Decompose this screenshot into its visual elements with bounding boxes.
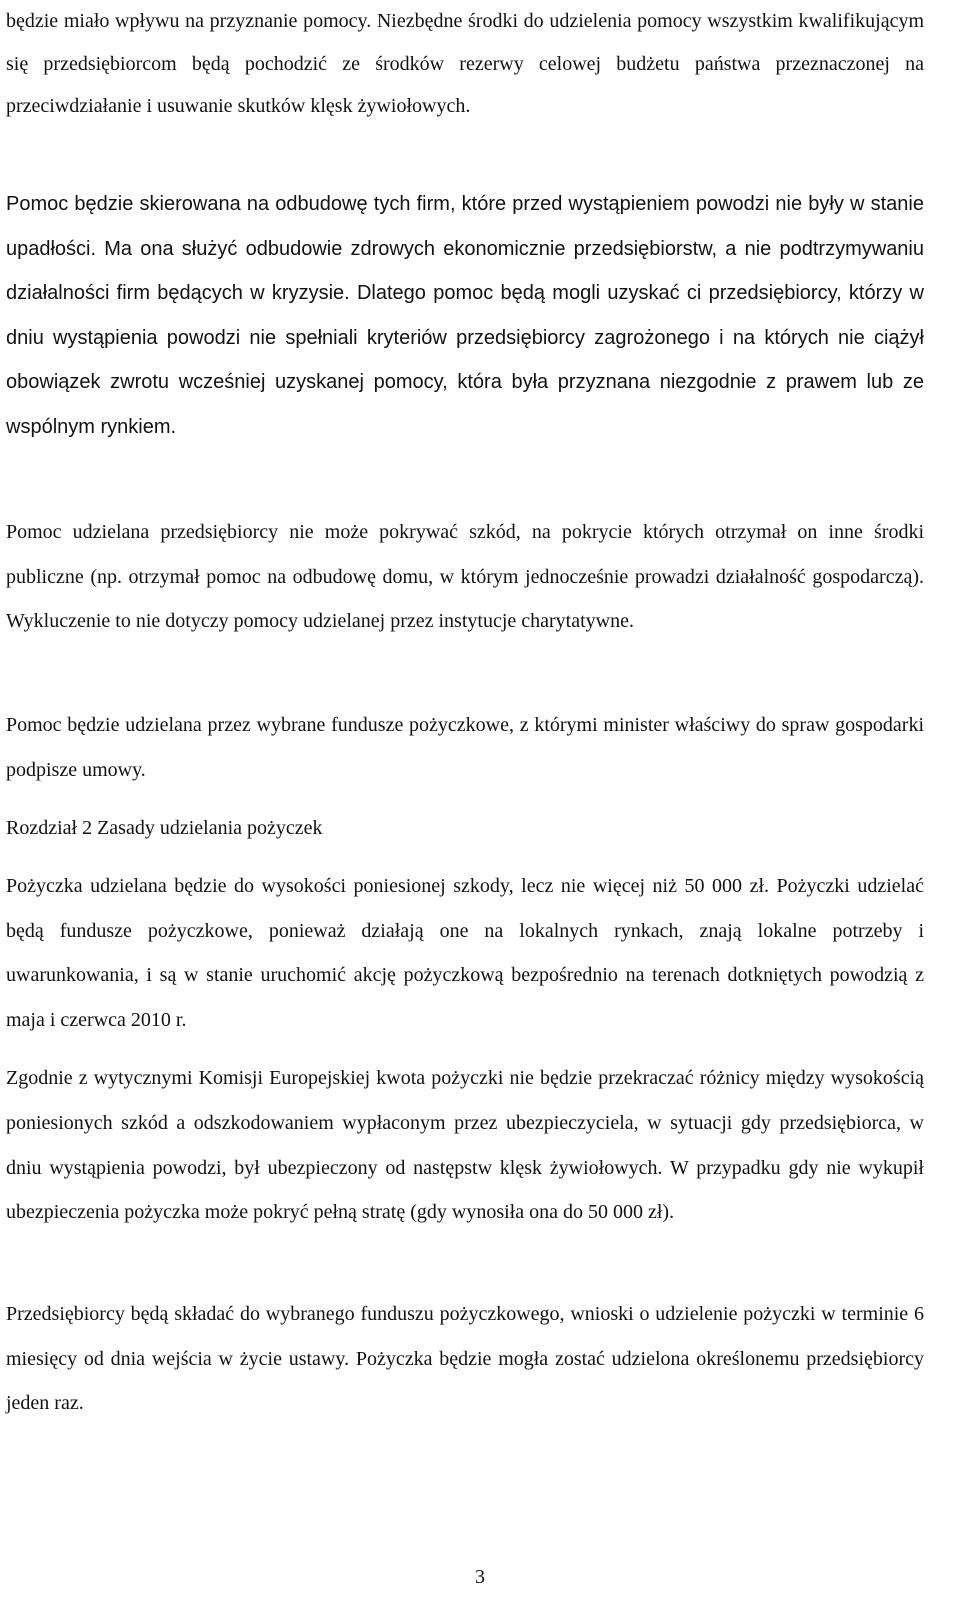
paragraph-loan-amount: Pożyczka udzielana będzie do wysokości poniesionej szkody, lecz nie więcej niż 50 000 zł. Pożyczki udzielać będą fundusze pożyczkowe, ponieważ działają one na lokalnych rynkach, znają lokalne potrzeby i uwarunkowania, i są w stanie uruchomić akcję pożyczkową bezpośrednio na terenach dotkniętych powodzią z maja i czerwca 2010 r. [6,875,924,1031]
paragraph-loan-limit: Zgodnie z wytycznymi Komisji Europejskiej kwota pożyczki nie będzie przekraczać różnicy między wysokością poniesionych szkód a odszkodowaniem wypłaconym przez ubezpieczyciela, w sytuacji gdy przedsiębiorca, w dniu wystąpienia powodzi, był ubezpieczony od następstw klęsk żywiołowych. W przypadku gdy nie wykupił ubezpieczenia pożyczka może pokryć pełną stratę (gdy wynosiła ona do 50 000 zł). [6,1067,924,1224]
paragraph-funding-source: będzie miało wpływu na przyznanie pomocy. Niezbędne środki do udzielenia pomocy wszystkim kwalifikującym się przedsiębiorcom będą pochodzić ze środków rezerwy celowej budżetu państwa przeznaczonej na przeciwdziałanie i usuwanie skutków klęsk żywiołowych. [6,10,924,117]
page-number: 3 [475,1566,485,1588]
paragraph-loan-funds: Pomoc będzie udzielana przez wybrane fundusze pożyczkowe, z którymi minister właściwy do spraw gospodarki podpisze umowy. [6,714,924,781]
paragraph-aid-eligibility: Pomoc będzie skierowana na odbudowę tych firm, które przed wystąpieniem powodzi nie były w stanie upadłości. Ma ona służyć odbudowie zdrowych ekonomicznie przedsiębiorstw, a nie podtrzymywaniu działalności firm będących w kryzysie. Dlatego pomoc będą mogli uzyskać ci przedsiębiorcy, którzy w dniu wystąpienia powodzi nie spełniali kryteriów przedsiębiorcy zagrożonego i na których nie ciążył obowiązek zwrotu wcześniej uzyskanej pomocy, która była przyznana niezgodnie z prawem lub ze wspólnym rynkiem. [6,193,924,438]
paragraph-application-deadline: Przedsiębiorcy będą składać do wybranego funduszu pożyczkowego, wnioski o udzielenie pożyczki w terminie 6 miesięcy od dnia wejścia w życie ustawy. Pożyczka będzie mogła zostać udzielona określonemu przedsiębiorcy jeden raz. [6,1303,924,1414]
section-heading: Rozdział 2 Zasady udzielania pożyczek [6,817,323,839]
paragraph-aid-exclusions: Pomoc udzielana przedsiębiorcy nie może pokrywać szkód, na pokrycie których otrzymał on inne środki publiczne (np. otrzymał pomoc na odbudowę domu, w którym jednocześnie prowadzi działalność gospodarczą). Wykluczenie to nie dotyczy pomocy udzielanej przez instytucje charytatywne. [6,521,924,632]
